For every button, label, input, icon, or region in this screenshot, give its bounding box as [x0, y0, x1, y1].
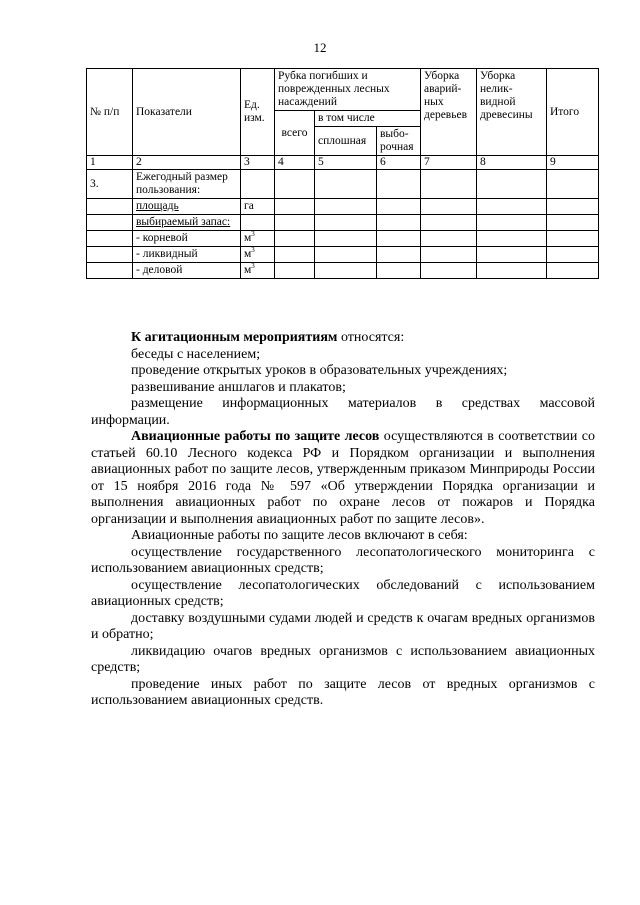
header-unmarketable-line2: нелик-: [480, 83, 513, 95]
paragraph-posters: развешивание аншлагов и плакатов;: [131, 379, 346, 395]
row-liquid-label: - ликвидный: [133, 247, 241, 263]
col-num-3: 3: [241, 156, 275, 170]
header-selective: [377, 127, 421, 156]
page-number: 12: [313, 40, 327, 55]
paragraph-aviation-includes: Авиационные работы по защите лесов включают в себя:: [131, 528, 468, 543]
col-num-8: 8: [477, 156, 547, 170]
table-row-root: [87, 231, 599, 247]
paragraph-conversations: беседы с населением;: [131, 346, 261, 362]
col-num-6: 6: [377, 156, 421, 170]
header-indicators: Показатели: [133, 69, 241, 156]
row-number: 3.: [87, 170, 133, 199]
row-volume-label: выбираемый запас:: [133, 215, 241, 231]
paragraph-media: размещение информационных материалов в средствах массовой информации.: [91, 396, 595, 428]
col-num-5: 5: [315, 156, 377, 170]
paragraph-other-works: проведение иных работ по защите лесов от вредных организмов с использованием авиационных средств.: [91, 676, 595, 708]
unit-sup: 3: [251, 246, 255, 255]
column-number-row: [87, 156, 599, 170]
paragraph-monitoring: осуществление государственного лесопатологического мониторинга с использованием авиационных средств;: [91, 544, 595, 576]
header-unmarketable-line4: древесины: [480, 109, 533, 121]
table-row-volume: [87, 215, 599, 231]
header-including: в том числе: [315, 111, 421, 127]
header-total-felling: всего: [275, 111, 315, 156]
row-area-label: площадь: [133, 199, 241, 215]
aviation-heading-rest: осуществляются в соответствии со статьей 60.10 Лесного кодекса РФ и Порядком организации и выполнения авиационных работ по защите лесов, утвержденным приказом Минприроды России от 15 ноября 2016 года № 597 «Об утверждении Порядка организации и выполнения авиационных работ по охране лесов от пожаров и Порядка организации и выполнения авиационных работ по защите лесов».: [91, 429, 595, 527]
row-liquid-unit: [241, 247, 275, 263]
header-emergency-line2: аварий-: [424, 83, 462, 95]
row-area-unit: га: [241, 199, 275, 215]
unit-m: м: [244, 264, 252, 276]
forest-use-table: [86, 68, 599, 279]
row-commercial-unit: [241, 263, 275, 279]
table-row-liquid: [87, 247, 599, 263]
aviation-heading-bold: Авиационные работы по защите лесов: [131, 429, 380, 444]
paragraph-aviation-heading: [91, 429, 595, 528]
col-num-7: 7: [421, 156, 477, 170]
header-selective-line2: рочная: [380, 141, 414, 153]
header-emergency: [421, 69, 477, 156]
paragraph-open-lessons: проведение открытых уроков в образовательных учреждениях;: [131, 363, 508, 378]
table-header-row: [87, 69, 599, 111]
header-felling-group: Рубка погибших и поврежденных лесных насаждений: [275, 69, 421, 111]
col-num-9: 9: [547, 156, 599, 170]
header-unmarketable: [477, 69, 547, 156]
col-num-1: 1: [87, 156, 133, 170]
unit-sup: 3: [251, 230, 255, 239]
header-unit-line2: изм.: [244, 112, 265, 124]
header-unmarketable-line1: Уборка: [480, 70, 516, 82]
table-row-annual-use: [87, 170, 599, 199]
body-text: [91, 330, 595, 710]
row-root-unit: [241, 231, 275, 247]
row-root-label: - корневой: [133, 231, 241, 247]
header-selective-line1: выбо-: [380, 128, 409, 140]
header-emergency-line1: Уборка: [424, 70, 460, 82]
agitation-heading-bold: К агитационным мероприятиям: [131, 330, 338, 345]
table-row-commercial: [87, 263, 599, 279]
header-unit-line1: Ед.: [244, 99, 260, 111]
paragraph-agitation-heading: [91, 330, 595, 347]
paragraph-surveys: осуществление лесопатологических обследований с использованием авиационных средств;: [91, 577, 595, 609]
header-unmarketable-line3: видной: [480, 96, 516, 108]
header-continuous: сплошная: [315, 127, 377, 156]
row-annual-use-label: Ежегодный размер пользования:: [133, 170, 241, 199]
row-commercial-label: - деловой: [133, 263, 241, 279]
agitation-heading-rest: относятся:: [337, 330, 405, 345]
unit-sup: 3: [251, 262, 255, 271]
col-num-2: 2: [133, 156, 241, 170]
header-emergency-line3: ных: [424, 96, 444, 108]
header-num: № п/п: [87, 69, 133, 156]
header-total: Итого: [547, 69, 599, 156]
header-unit: [241, 69, 275, 156]
unit-m: м: [244, 248, 252, 260]
unit-m: м: [244, 232, 252, 244]
col-num-4: 4: [275, 156, 315, 170]
paragraph-delivery: доставку воздушными судами людей и средств к очагам вредных организмов и обратно;: [91, 610, 595, 642]
table-row-area: [87, 199, 599, 215]
header-emergency-line4: деревьев: [424, 109, 468, 121]
paragraph-elimination: ликвидацию очагов вредных организмов с использованием авиационных средств;: [91, 643, 595, 675]
